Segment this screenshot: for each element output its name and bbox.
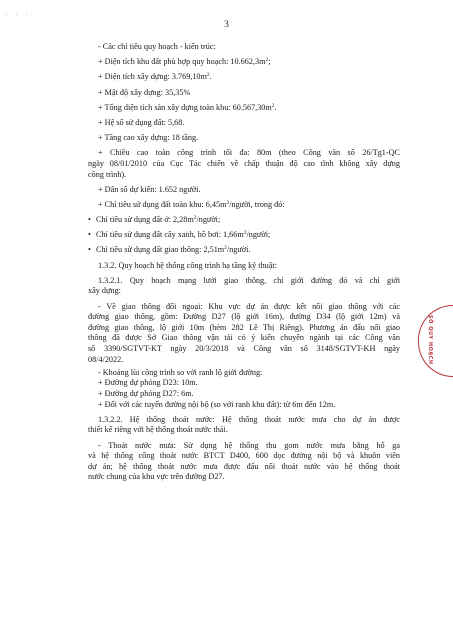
population: + Dân số dự kiến: 1.652 người. [98,184,201,194]
sub-1-3-2-2-line-2: thiết kế riêng với hệ thống thoát nước thải. [88,425,228,435]
rain-drainage-line-3: dự án; hệ thống thoát nước mưa được đấu nối thoát nước vào hệ thống thoát [88,461,400,471]
bullet-traffic-text: Chỉ tiêu sử dụng đất giao thông: 2,51m [96,245,225,255]
per-person: /người; [196,215,221,225]
floor-area-text: + Tổng diện tích sàn xây dựng toàn khu: 60.567,30m [98,102,272,112]
rain-drainage-line-1: - Thoát nước mưa: Sử dụng hệ thống thu gom nước mưa bằng hố ga [98,440,400,450]
heading-1-3-2: 1.3.2. Quy hoạch hệ thống công trình hạ tầng kỹ thuật: [98,260,277,270]
height-line-1: + Chiều cao toàn công trình tối đa: 80m (theo Công văn số 26/Tg1-QC [98,148,400,158]
external-traffic-line-3: đường giao thông, lộ giới 10m (hẻm 282 Lê Thị Riêng). Phương án đấu nối giao [88,322,400,332]
per-person-end: /người. [226,245,251,255]
external-traffic-line-4: thông đã được Sở Giao thông vận tải có ý kiến chuyên ngành tại các Công văn [88,333,400,343]
sub-1-3-2-2-line-1: 1.3.2.2. Hệ thống thoát nước: Hệ thống thoát nước mưa cho dự án được [98,414,400,424]
superscript: 2 [271,102,275,109]
rain-drainage-line-2: và hệ thống cống thoát nước BTCT D400, 600 dọc đường nội bộ và khuôn viên [88,451,400,461]
setback-internal: + Đối với các tuyến đường nội bộ (so với ranh khu đất): từ 6m đến 12m. [98,399,336,409]
build-area-text: + Diện tích xây dựng: 3.769,10m [98,72,207,82]
stamp-text: SỞ QUY HOẠCH [427,315,433,365]
superscript: 2 [206,72,210,79]
height-line-2: ngày 08/01/2010 của Cục Tác chiến về chấp thuận độ cao tĩnh không xây dựng [88,158,400,168]
superscript: 2 [224,245,227,252]
build-area: + Diện tích xây dựng: $3.769,10m^2$. [98,72,212,82]
rain-drainage-line-4: nước chung của khu vực trên đường D27. [88,472,225,482]
land-area: + Diện tích khu đất phù hợp quy hoạch: $10.662,3m^2$; [98,57,271,67]
bullet-residential [88,215,400,226]
kpi-title: - Các chỉ tiêu quy hoạch - kiến trúc: [98,42,216,51]
bullet-green [88,230,400,241]
external-traffic-line-6: 08/4/2022. [88,354,124,364]
far: + Hệ số sử dụng đất: 5,68. [98,117,185,127]
page-number: 3 [224,20,229,30]
floor-area: + Tổng diện tích sàn xây dựng toàn khu: $60.567,30m^2$. [98,102,277,112]
superscript: 2 [193,215,197,222]
setback-d27: + Đường dự phóng D27: 6m. [98,388,194,398]
height-line-3: công trình). [88,169,127,179]
bullet-traffic [88,245,400,256]
bullet-residential-text: Chỉ tiêu sử dụng đất ở: 2,28m [96,215,194,225]
land-area-text: + Diện tích khu đất phù hợp quy hoạch: 10.662,3m [98,57,266,67]
superscript: 2 [226,199,230,206]
setback-title: - Khoảng lùi công trình so với ranh lộ giới đường: [98,367,263,377]
sub-1-3-2-1-line-1: 1.3.2.1. Quy hoạch mạng lưới giao thông, chỉ giới đường đỏ và chỉ giới [98,275,400,285]
external-traffic-line-5: số 3390/SGTVT-KT ngày 20/3/2018 và Công văn số 3148/SGTVT-KH ngày [88,343,400,353]
bullet-green-text: Chỉ tiêu sử dụng đất cây xanh, hồ bơi: 1,66m [96,230,244,240]
density: + Mật độ xây dựng: 35,35% [98,87,191,97]
corner-mark: · · · [6,12,31,19]
official-stamp [418,305,453,377]
external-traffic-line-1: - Về giao thông đối ngoại: Khu vực dự án được kết nối giao thông với các [98,301,400,311]
sub-1-3-2-1-line-2: xây dựng: [88,286,121,296]
external-traffic-line-2: đường giao thông, gồm: Đường D27 (lộ giới 16m), đường D34 (lộ giới 12m) và [88,312,400,322]
floors: + Tầng cao xây dựng: 18 tầng. [98,133,199,143]
superscript: 2 [243,230,247,237]
per-person: /người; [246,230,271,240]
document-body [88,42,400,483]
land-index-suffix: /người, trong đó: [229,199,285,209]
land-index [88,200,400,211]
land-index-text: + Chỉ tiêu sử dụng đất toàn khu: 6,45m [98,199,227,209]
setback-d23: + Đường dự phóng D23: 10m. [98,378,198,388]
superscript: 2 [265,57,269,64]
